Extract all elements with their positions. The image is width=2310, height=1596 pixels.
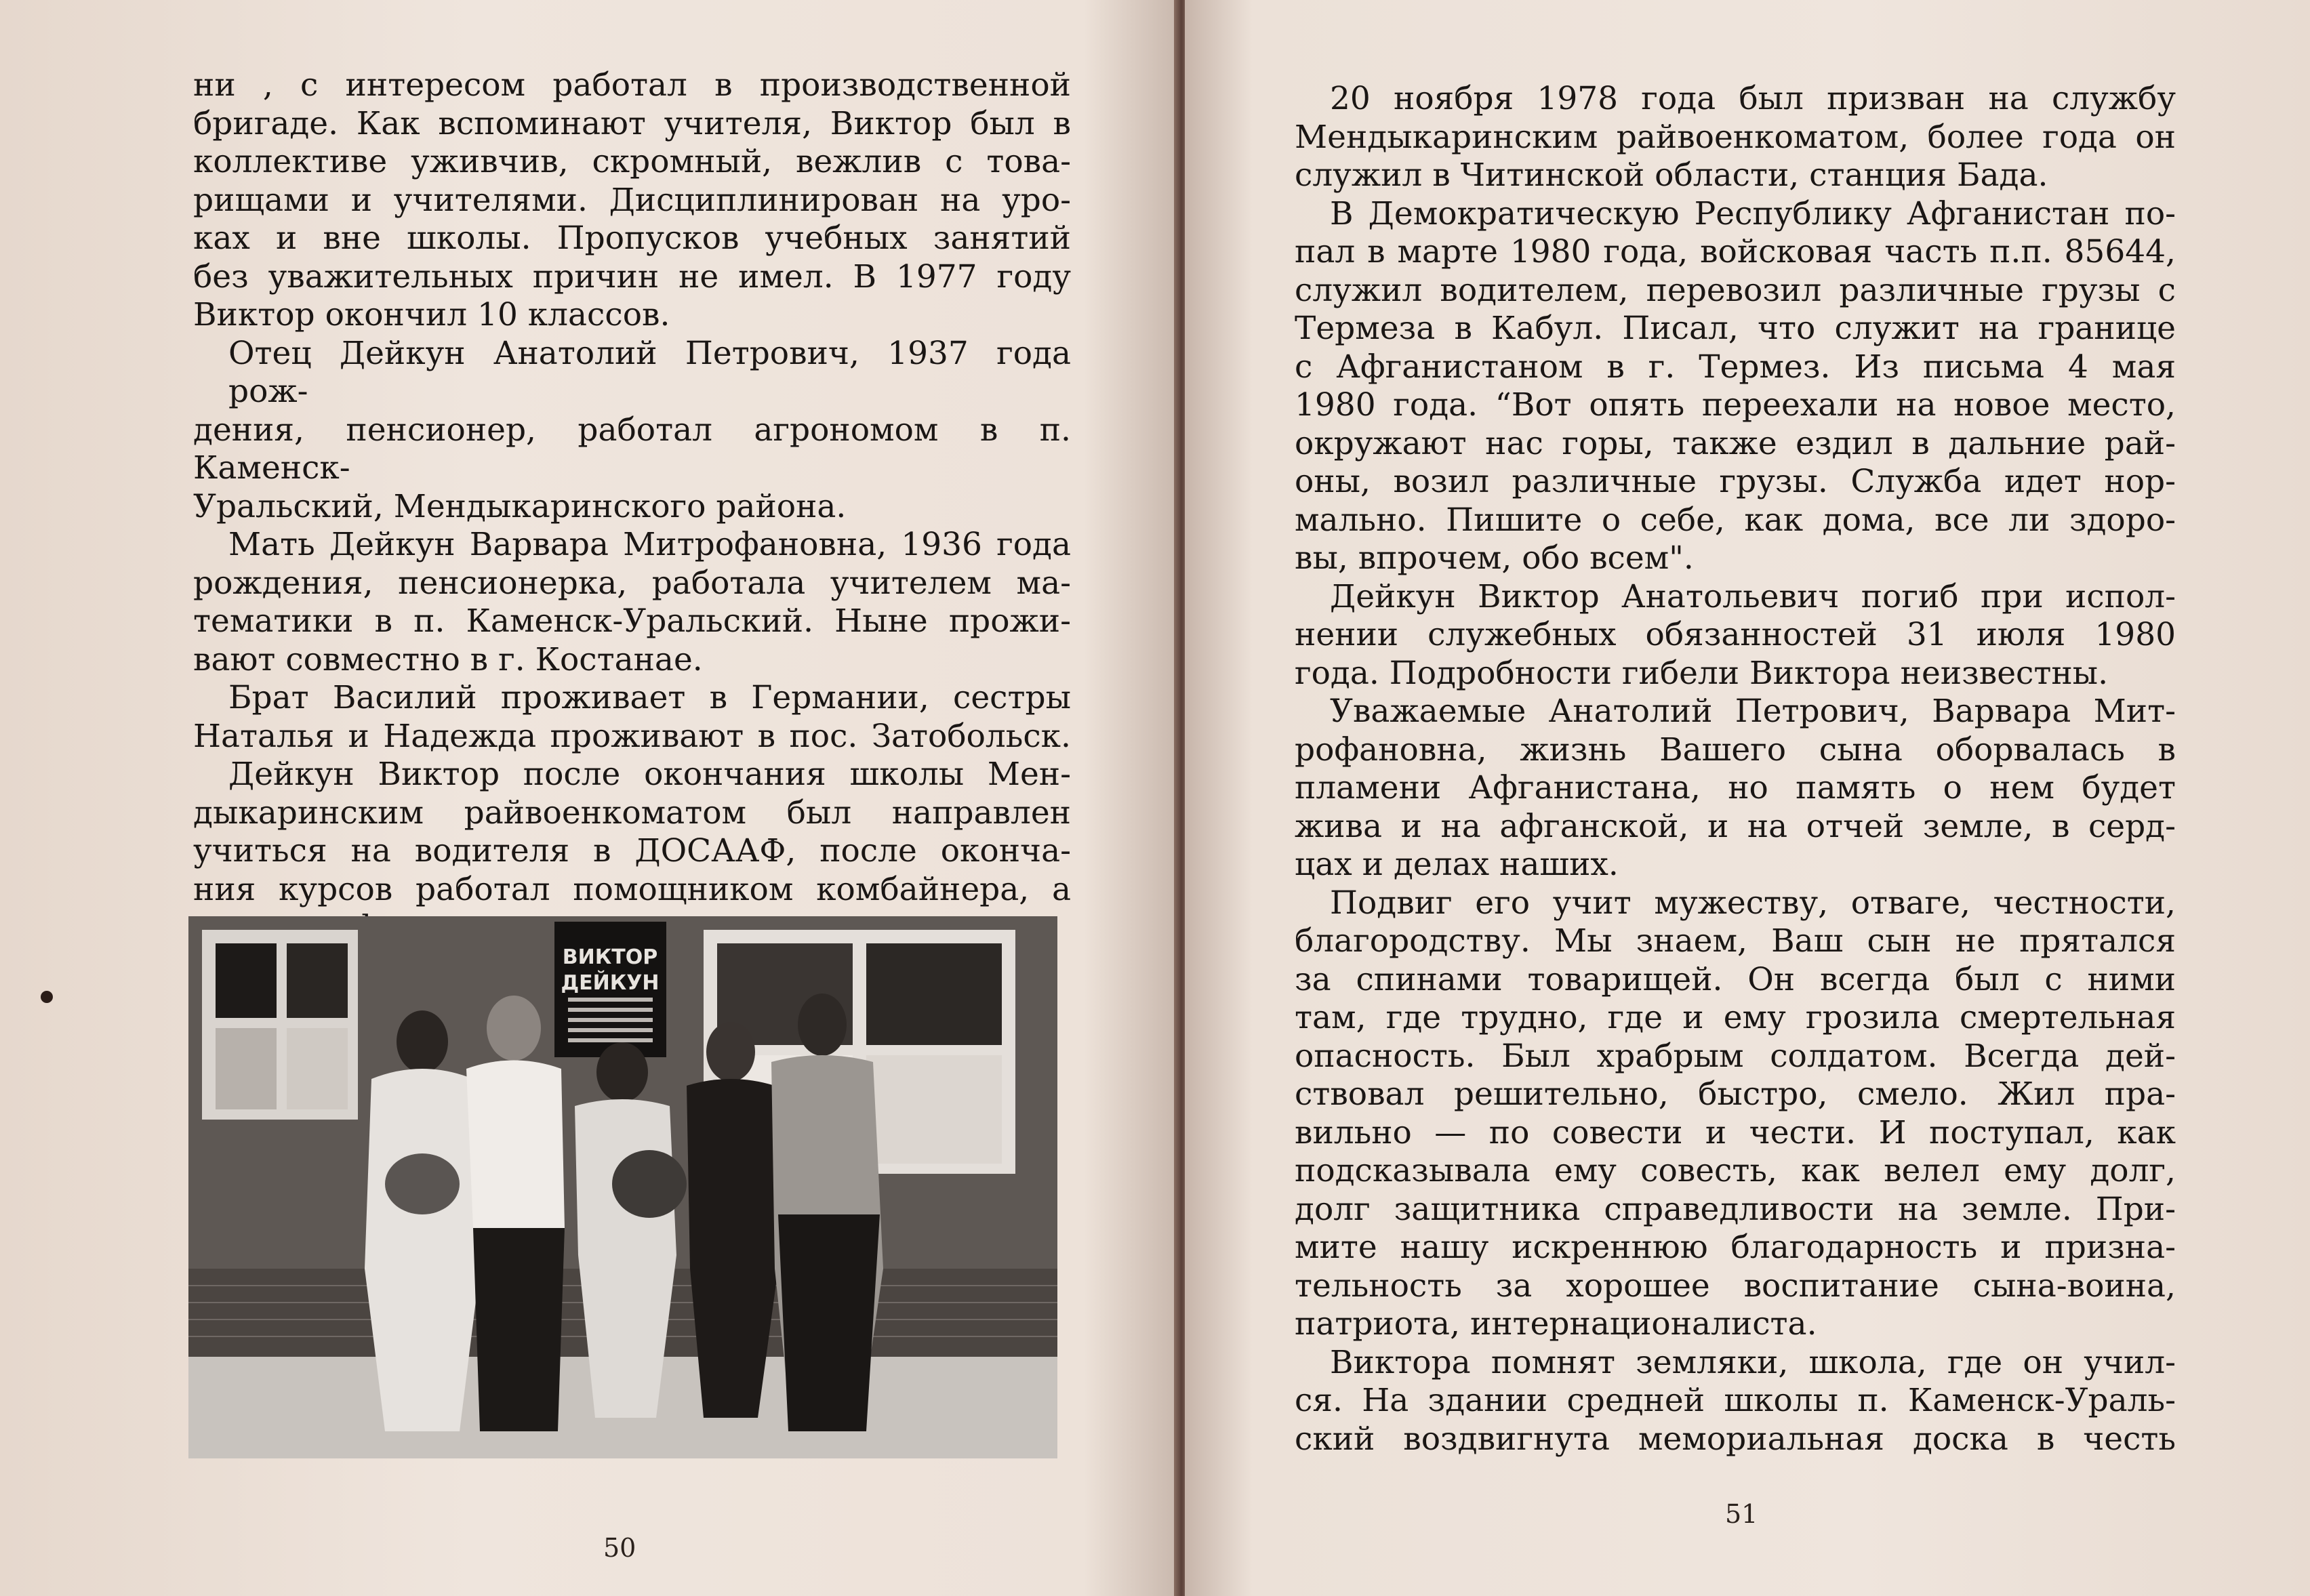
text-line: служил в Читинской области, станция Бада.: [1295, 157, 2048, 194]
text-line: пламени Афганистана, но память о нем будет: [1295, 769, 2176, 806]
text-line: опасность. Был храбрым солдатом. Всегда дей-: [1295, 1037, 2176, 1075]
left-page-text: [193, 66, 1071, 947]
text-line: нении служебных обязанностей 31 июля 1980: [1295, 616, 2176, 653]
text-line: Виктора помнят земляки, школа, где он учил-: [1330, 1343, 2176, 1381]
text-line: рищами и учителями. Дисциплинирован на уро-: [193, 181, 1071, 219]
text-line: там, где трудно, где и ему грозила смертельная: [1295, 999, 2176, 1036]
text-line: В Демократическую Республику Афганистан по-: [1330, 195, 2176, 232]
right-page-text: [1295, 80, 2176, 1458]
text-line: ся. На здании средней школы п. Каменск-Ураль-: [1295, 1382, 2176, 1419]
text-line: подсказывала ему совесть, как велел ему долг,: [1295, 1152, 2176, 1189]
plaque-line-1: ВИКТОР: [562, 945, 658, 969]
text-line: Брат Василий проживает в Германии, сестры: [228, 679, 1071, 716]
text-line: Термеза в Кабул. Писал, что служит на границе: [1295, 310, 2176, 347]
text-line: 1980 года. “Вот опять переехали на новое место,: [1295, 386, 2176, 424]
text-line: Отец Дейкун Анатолий Петрович, 1937 года рож-: [228, 334, 1071, 410]
text-line: вы, впрочем, обо всем".: [1295, 539, 1694, 577]
page-number-right: 51: [1725, 1499, 1758, 1529]
text-line: мально. Пишите о себе, как дома, все ли здоро-: [1295, 501, 2176, 539]
text-line: Виктор окончил 10 классов.: [193, 296, 670, 333]
text-line: 20 ноября 1978 года был призван на службу: [1330, 80, 2176, 117]
plaque-line-2: ДЕЙКУН: [561, 971, 660, 995]
text-line: Уважаемые Анатолий Петрович, Варвара Мит-: [1330, 693, 2176, 730]
text-line: бригаде. Как вспоминают учителя, Виктор был в: [193, 104, 1071, 142]
text-line: вильно — по совести и чести. И поступал, как: [1295, 1113, 2176, 1151]
text-line: патриота, интернационалиста.: [1295, 1305, 1817, 1343]
text-line: тематики в п. Каменск-Уральский. Ныне прожи-: [193, 602, 1071, 640]
text-line: дыкаринским райвоенкоматом был направлен: [193, 794, 1071, 832]
text-line: ния курсов работал помощником комбайнера, а: [193, 870, 1071, 908]
text-line: Наталья и Надежда проживают в пос. Затобольск.: [193, 717, 1071, 755]
text-line: окружают нас горы, также ездил в дальние рай-: [1295, 424, 2176, 462]
text-line: за спинами товарищей. Он всегда был с ними: [1295, 960, 2176, 998]
text-line: благородству. Мы знаем, Ваш сын не прятался: [1295, 922, 2176, 960]
text-line: служил водителем, перевозил различные грузы с: [1295, 271, 2176, 309]
text-line: без уважительных причин не имел. В 1977 году: [193, 258, 1071, 295]
text-line: мите нашу искреннюю благодарность и призна-: [1295, 1229, 2176, 1266]
text-line: пал в марте 1980 года, войсковая часть п.п. 85644,: [1295, 233, 2176, 270]
text-line: Дейкун Виктор после окончания школы Мен-: [228, 756, 1071, 793]
text-line: Мендыкаринским райвоенкоматом, более года он: [1295, 118, 2176, 156]
text-line: учиться на водителя в ДОСААФ, после оконча-: [193, 832, 1071, 869]
text-line: Подвиг его учит мужеству, отваге, честности,: [1330, 884, 2176, 922]
text-line: ни , с интересом работал в производственной: [193, 66, 1071, 104]
text-line: цах и делах наших.: [1295, 846, 1619, 883]
text-line: рождения, пенсионерка, работала учителем ма-: [193, 564, 1071, 602]
text-line: Уральский, Мендыкаринского района.: [193, 487, 847, 525]
text-line: тельность за хорошее воспитание сына-воина,: [1295, 1267, 2176, 1305]
text-line: жива и на афганской, и на отчей земле, в серд-: [1295, 807, 2176, 845]
text-line: ках и вне школы. Пропусков учебных занятий: [193, 220, 1071, 257]
text-line: рофановна, жизнь Вашего сына оборвалась в: [1295, 731, 2176, 769]
page-number-left: 50: [603, 1533, 636, 1563]
group-photo: [188, 916, 1057, 1458]
text-line: коллективе уживчив, скромный, вежлив с това-: [193, 143, 1071, 180]
text-line: дения, пенсионер, работал агрономом в п. Каменск-: [193, 411, 1071, 487]
text-line: долг защитника справедливости на земле. При-: [1295, 1190, 2176, 1228]
text-line: с Афганистаном в г. Термез. Из письма 4 мая: [1295, 348, 2176, 386]
text-line: Дейкун Виктор Анатольевич погиб при испол-: [1330, 577, 2176, 615]
text-line: ствовал решительно, быстро, смело. Жил пра-: [1295, 1076, 2176, 1113]
text-line: вают совместно в г. Костанае.: [193, 640, 703, 678]
text-line: ский воздвигнута мемориальная доска в честь: [1295, 1420, 2176, 1458]
text-line: Мать Дейкун Варвара Митрофановна, 1936 года: [228, 526, 1071, 563]
people-silhouettes: [365, 994, 883, 1431]
text-line: оны, возил различные грузы. Служба идет нор-: [1295, 463, 2176, 500]
ink-spot: [41, 991, 53, 1003]
text-line: года. Подробности гибели Виктора неизвестны.: [1295, 654, 2109, 692]
group-photo-image: [188, 916, 1057, 1458]
